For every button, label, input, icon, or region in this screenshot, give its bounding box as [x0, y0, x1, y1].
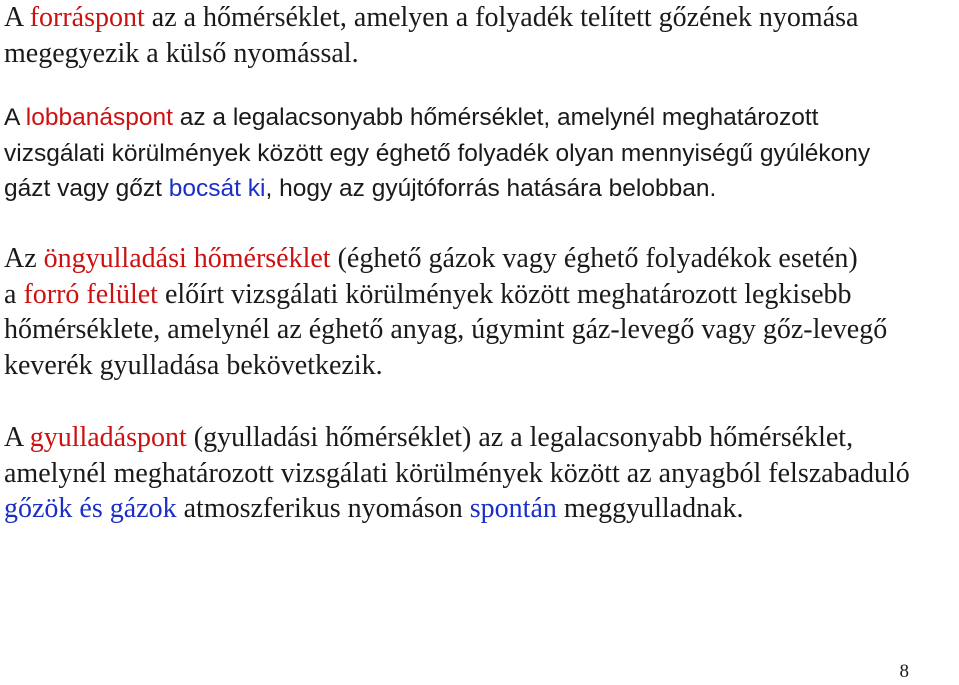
text-run: keverék gyulladása bekövetkezik.: [4, 349, 383, 381]
term-boiling-point: forráspont: [29, 2, 145, 33]
term-hot-surface: forró felület: [23, 278, 158, 310]
paragraph-line: [4, 277, 955, 313]
page-number: 8: [899, 661, 909, 682]
text-run: atmoszferikus nyomáson: [176, 493, 470, 524]
paragraph-line: [4, 0, 955, 36]
term-autoignition-temperature: öngyulladási hőmérséklet: [43, 243, 331, 274]
text-run: meggyulladnak.: [556, 493, 744, 524]
text-run: a: [4, 278, 24, 310]
text-run: (gyulladási hőmérséklet) az a legalacsonyabb hőmérséklet,: [186, 422, 854, 453]
text-run: az a legalacsonyabb hőmérséklet, amelynél meghatározott: [172, 104, 819, 131]
paragraph-line: [4, 312, 955, 348]
text-run: Az: [4, 243, 44, 274]
paragraph-line: [4, 491, 955, 527]
paragraph-line: [4, 420, 955, 456]
text-run: (éghető gázok vagy éghető folyadékok esetén): [330, 243, 858, 274]
text-run: A: [4, 2, 30, 33]
term-vapors-and-gases: gőzök és gázok: [4, 493, 177, 524]
text-run: amelynél meghatározott vizsgálati körülmények között az anyagból felszabaduló: [4, 457, 910, 489]
paragraph-line: [4, 136, 955, 172]
paragraph-ignition-point: [4, 420, 955, 527]
paragraph-line: [4, 36, 955, 72]
term-spontaneous: spontán: [469, 493, 557, 524]
paragraph-autoignition-temperature: [4, 241, 955, 383]
paragraph-line: [4, 171, 955, 207]
text-run: az a hőmérséklet, amelyen a folyadék telített gőzének nyomása: [144, 2, 859, 33]
paragraph-boiling-point: [4, 0, 955, 71]
text-run: A: [4, 422, 30, 453]
term-emits: bocsát ki: [168, 175, 266, 202]
text-run: gázt vagy gőzt: [4, 175, 169, 202]
paragraph-line: [4, 100, 955, 136]
text-run: hőmérséklete, amelynél az éghető anyag, úgymint gáz-levegő vagy gőz-levegő: [4, 314, 888, 345]
text-run: , hogy az gyújtóforrás hatására belobban.: [265, 175, 717, 202]
paragraph-line: [4, 456, 955, 492]
term-ignition-point: gyulladáspont: [29, 422, 187, 453]
text-run: megegyezik a külső nyomással.: [4, 37, 359, 69]
paragraph-line: [4, 348, 955, 384]
term-flash-point: lobbanáspont: [25, 104, 173, 131]
text-run: A: [4, 104, 26, 131]
text-run: előírt vizsgálati körülmények között meghatározott legkisebb: [157, 278, 852, 310]
paragraph-flash-point: [4, 100, 955, 207]
paragraph-line: [4, 241, 955, 277]
text-run: vizsgálati körülmények között egy éghető folyadék olyan mennyiségű gyúlékony: [4, 139, 871, 167]
